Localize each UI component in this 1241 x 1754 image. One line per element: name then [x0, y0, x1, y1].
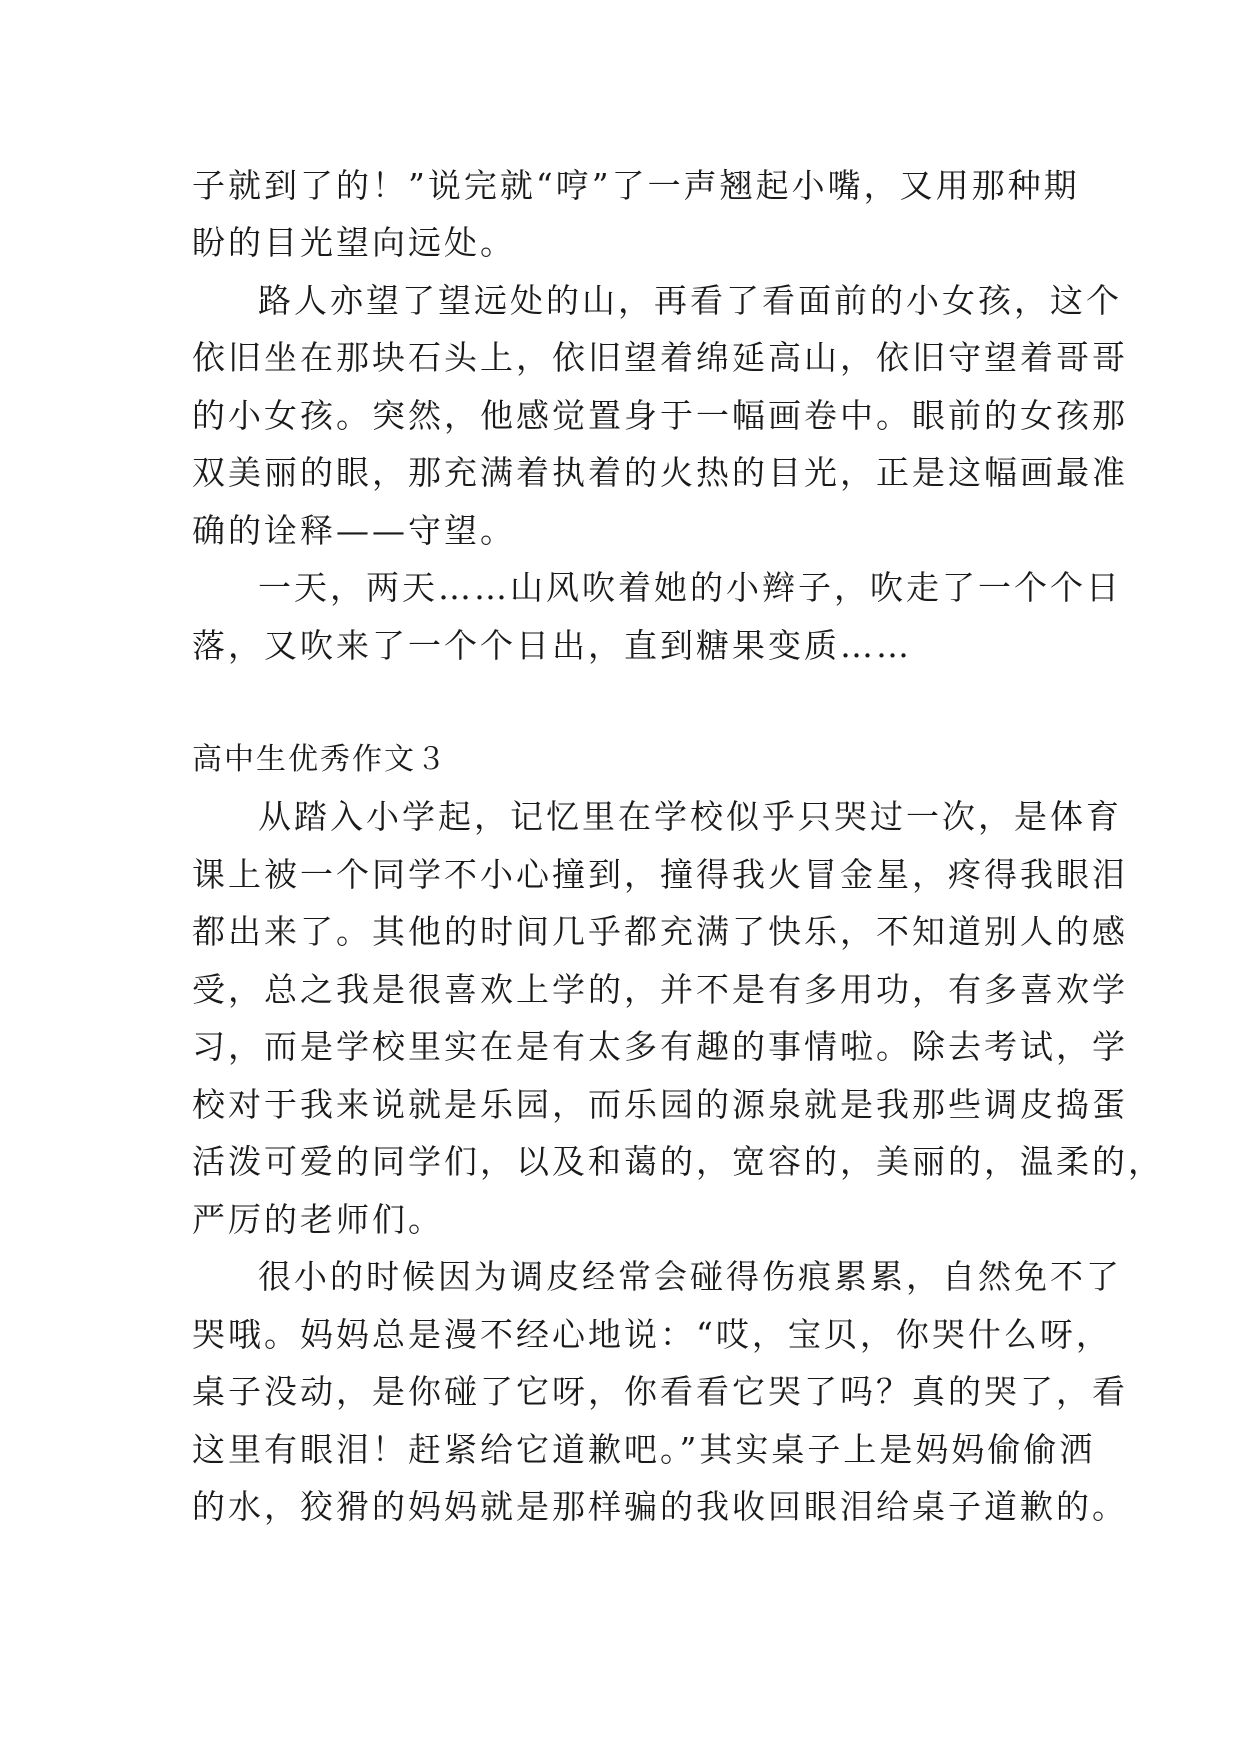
paragraph-start: 路人亦望了望远处的山，再看了看面前的小女孩，这个	[258, 281, 1122, 320]
text-line: 双美丽的眼，那充满着执着的火热的目光，正是这幅画最准	[192, 453, 1128, 492]
paragraph-start: 很小的时候因为调皮经常会碰得伤痕累累，自然免不了	[258, 1257, 1122, 1296]
text-line: 活泼可爱的同学们，以及和蔼的，宽容的，美丽的，温柔的，	[192, 1142, 1164, 1181]
text-line: 严厉的老师们。	[192, 1200, 444, 1239]
text-line: 课上被一个同学不小心撞到，撞得我火冒金星，疼得我眼泪	[192, 855, 1128, 894]
text-line: 的小女孩。突然，他感觉置身于一幅画卷中。眼前的女孩那	[192, 396, 1128, 435]
text-line: 依旧坐在那块石头上，依旧望着绵延高山，依旧守望着哥哥	[192, 338, 1128, 377]
paragraph-start: 从踏入小学起，记忆里在学校似乎只哭过一次，是体育	[258, 797, 1122, 836]
text-line: 确的诠释——守望。	[192, 511, 516, 550]
text-line: 的水，狡猾的妈妈就是那样骗的我收回眼泪给桌子道歉的。	[192, 1487, 1128, 1526]
section-heading: 高中生优秀作文３	[192, 742, 448, 777]
text-line: 落，又吹来了一个个日出，直到糖果变质……	[192, 626, 912, 665]
text-line: 桌子没动，是你碰了它呀，你看看它哭了吗？真的哭了，看	[192, 1372, 1128, 1411]
text-line: 这里有眼泪！赶紧给它道歉吧。”其实桌子上是妈妈偷偷洒	[192, 1430, 1096, 1469]
text-line: 校对于我来说就是乐园，而乐园的源泉就是我那些调皮捣蛋	[192, 1085, 1128, 1124]
text-line: 都出来了。其他的时间几乎都充满了快乐，不知道别人的感	[192, 912, 1128, 951]
text-line: 子就到了的！”说完就“哼”了一声翘起小嘴，又用那种期	[192, 166, 1080, 205]
text-line: 习，而是学校里实在是有太多有趣的事情啦。除去考试，学	[192, 1027, 1128, 1066]
paragraph-start: 一天，两天……山风吹着她的小辫子，吹走了一个个日	[258, 568, 1122, 607]
text-line: 盼的目光望向远处。	[192, 223, 516, 262]
text-line: 哭哦。妈妈总是漫不经心地说：“哎，宝贝，你哭什么呀，	[192, 1315, 1112, 1354]
text-line: 受，总之我是很喜欢上学的，并不是有多用功，有多喜欢学	[192, 970, 1128, 1009]
